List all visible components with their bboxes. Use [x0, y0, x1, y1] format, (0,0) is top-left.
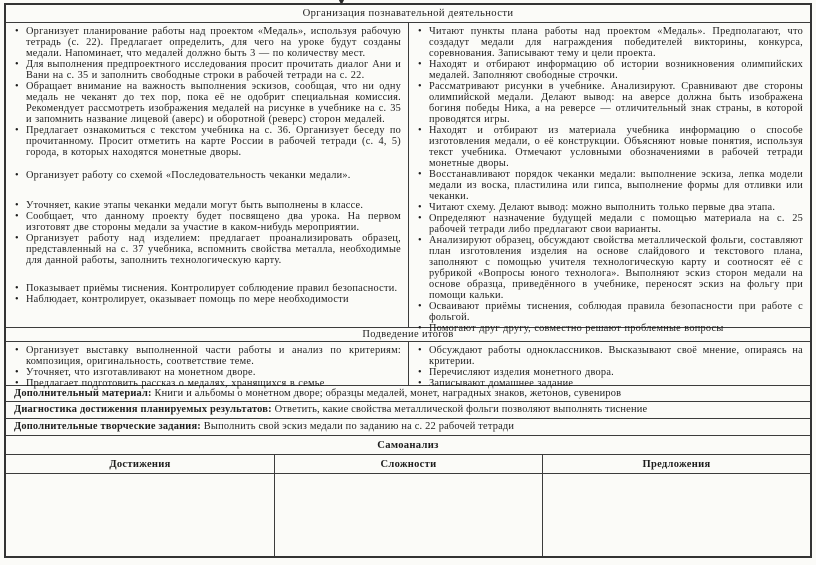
student-activity-item: • Перечисляют изделия монетного двора.	[417, 367, 803, 378]
section-title-cognitive-activity	[6, 5, 810, 23]
additional-material-label: Дополнительный материал:	[14, 388, 152, 399]
teacher-activity-item: • Предлагает подготовить рассказ о медалях, хранящихся в семье	[14, 378, 401, 389]
section-title-text: Подведение итогов	[362, 329, 454, 340]
self-analysis-header-row	[6, 455, 810, 474]
teacher-activities-cell	[6, 23, 408, 327]
cognitive-activity-row	[6, 23, 810, 334]
column-header-difficulties: Сложности	[274, 455, 542, 473]
student-activity-item: • Обсуждают работы одноклассников. Высказывают своё мнение, опираясь на критерии.	[417, 345, 803, 367]
teacher-activity-item: • Организует работу со схемой «Последовательность чеканки медали».	[14, 170, 401, 181]
summary-row	[6, 342, 810, 389]
student-activity-item: • Записывают домашнее задание	[417, 378, 803, 389]
column-header-achievements: Достижения	[109, 458, 171, 470]
teacher-activity-item: • Уточняет, какие этапы чеканки медали могут быть выполнены в классе.	[14, 200, 401, 211]
creative-tasks-label: Дополнительные творческие задания:	[14, 421, 201, 432]
teacher-activity-item: • Обращает внимание на важность выполнения эскизов, сообщая, что ни одну медаль не чеканят до тех пор, пока её не одобрит специальная комиссия. Рекомендует рассмотреть изображения медалей на рисунке в учебнике на с. 35 и запомнить название лицевой (аверс) и оборотной (реверс) сторон медалей.	[14, 81, 401, 125]
teacher-activity-item: • Предлагает ознакомиться с текстом учебника на с. 36. Организует беседу по прочитанному. Просит отметить на карте России в рабочей тетради (с. 4, 5) города, в которых находятся монетные дворы.	[14, 125, 401, 158]
difficulties-empty-cell	[274, 474, 542, 556]
student-activity-item: • Находят и отбирают из материала учебника информацию о способе изготовления медали, о её конструкции. Объясняют новые понятия, используя текст учебника. Отмечают условными обозначениями в рабочей тетради монетные дворы.	[417, 125, 803, 169]
teacher-activity-item: • Организует работу над изделием: предлагает проанализировать образец, представленный на с. 37 учебника, вспомнить свойства металла, необходимые для данной работы, заполнить технологическую карту.	[14, 233, 401, 266]
teacher-activity-item: • Сообщает, что данному проекту будет посвящено два урока. На первом изготовят две стороны медали за участие в каком-нибудь мероприятии.	[14, 211, 401, 233]
student-activity-item: • Читают схему. Делают вывод: можно выполнить только первые два этапа.	[417, 202, 803, 213]
self-analysis-body-row	[6, 474, 810, 556]
suggestions-empty-cell	[542, 474, 810, 556]
self-analysis-title-text: Самоанализ	[377, 439, 439, 451]
diagnostics-text: Ответить, какие свойства металлической фольги позволяют выполнять тиснение	[274, 404, 648, 415]
creative-tasks-text: Выполнить свой эскиз медали по заданию на с. 22 рабочей тетради	[203, 421, 515, 432]
student-activity-item: • Анализируют образец, обсуждают свойства металлической фольги, составляют план изготовления изделия на основе слайдового и текстового плана, заполняют с помощью учителя технологическую карту и соотносят её с рубрикой «Вопросы юного технолога». Выполняют эскиз сторон медали на основе образца, приведённого в учебнике, переносят эскиз на фольгу при помощи кальки.	[417, 235, 803, 301]
teacher-activity-item: • Уточняет, что изготавливают на монетном дворе.	[14, 367, 401, 378]
lesson-plan-table	[4, 3, 812, 558]
column-header-suggestions: Предложения	[542, 455, 810, 473]
summary-teacher-cell	[6, 342, 408, 389]
teacher-activity-item: • Наблюдает, контролирует, оказывает помощь по мере необходимости	[14, 294, 401, 305]
teacher-activity-item: • Показывает приёмы тиснения. Контролирует соблюдение правил безопасности.	[14, 283, 401, 294]
student-activities-cell	[408, 23, 810, 334]
student-activity-item: • Помогают друг другу, совместно решают проблемные вопросы	[417, 323, 803, 334]
student-activity-item: • Определяют назначение будущей медали с помощью материала на с. 25 рабочей тетради либо предлагают свои варианты.	[417, 213, 803, 235]
teacher-activity-item: • Организует планирование работы над проектом «Медаль», используя рабочую тетрадь (с. 22). Предлагает определить, для чего на уроке будут созданы медали. Напоминает, что медалей должно быть 3 — по количеству мест.	[14, 26, 401, 59]
student-activity-item: • Рассматривают рисунки в учебнике. Анализируют. Сравнивают две стороны олимпийской медали. Делают вывод: на аверсе должна быть изображена богиня победы Ника, а на реверсе — отличительный знак страны, в которой проводятся игры.	[417, 81, 803, 125]
scan-artifact-arrow: ▼	[337, 0, 346, 7]
student-activity-item: • Находят и отбирают информацию об истории возникновения олимпийских медалей. Заполняют свободные строчки.	[417, 59, 803, 81]
creative-tasks-row	[6, 419, 810, 436]
self-analysis-title	[6, 436, 810, 455]
student-activity-item: • Восстанавливают порядок чеканки медали: выполнение эскиза, лепка модели медали из воска, пластилина или гипса, выполнение формы для отливки или чеканки.	[417, 169, 803, 202]
section-title-text: Организация познавательной деятельности	[302, 8, 514, 19]
teacher-activity-item: • Организует выставку выполненной части работы и анализ по критериям: композиция, оригинальность, соответствие теме.	[14, 345, 401, 367]
diagnostics-label: Диагностика достижения планируемых результатов:	[14, 404, 272, 415]
student-activity-item: • Осваивают приёмы тиснения, соблюдая правила безопасности при работе с фольгой.	[417, 301, 803, 323]
additional-material-text: Книги и альбомы о монетном дворе; образцы медалей, монет, наградных знаков, жетонов, сувениров	[154, 388, 622, 399]
diagnostics-row	[6, 402, 810, 419]
student-activity-item: • Читают пункты плана работы над проектом «Медаль». Предполагают, что создадут медали для награждения победителей викторины, конкурса, соревнования. Записывают тему и цели проекта.	[417, 26, 803, 59]
achievements-empty-cell	[6, 474, 274, 556]
teacher-activity-item: • Для выполнения предпроектного исследования просит прочитать диалог Ани и Вани на с. 35 и заполнить свободные строки в рабочей тетради на с. 22.	[14, 59, 401, 81]
summary-students-cell	[408, 342, 810, 389]
